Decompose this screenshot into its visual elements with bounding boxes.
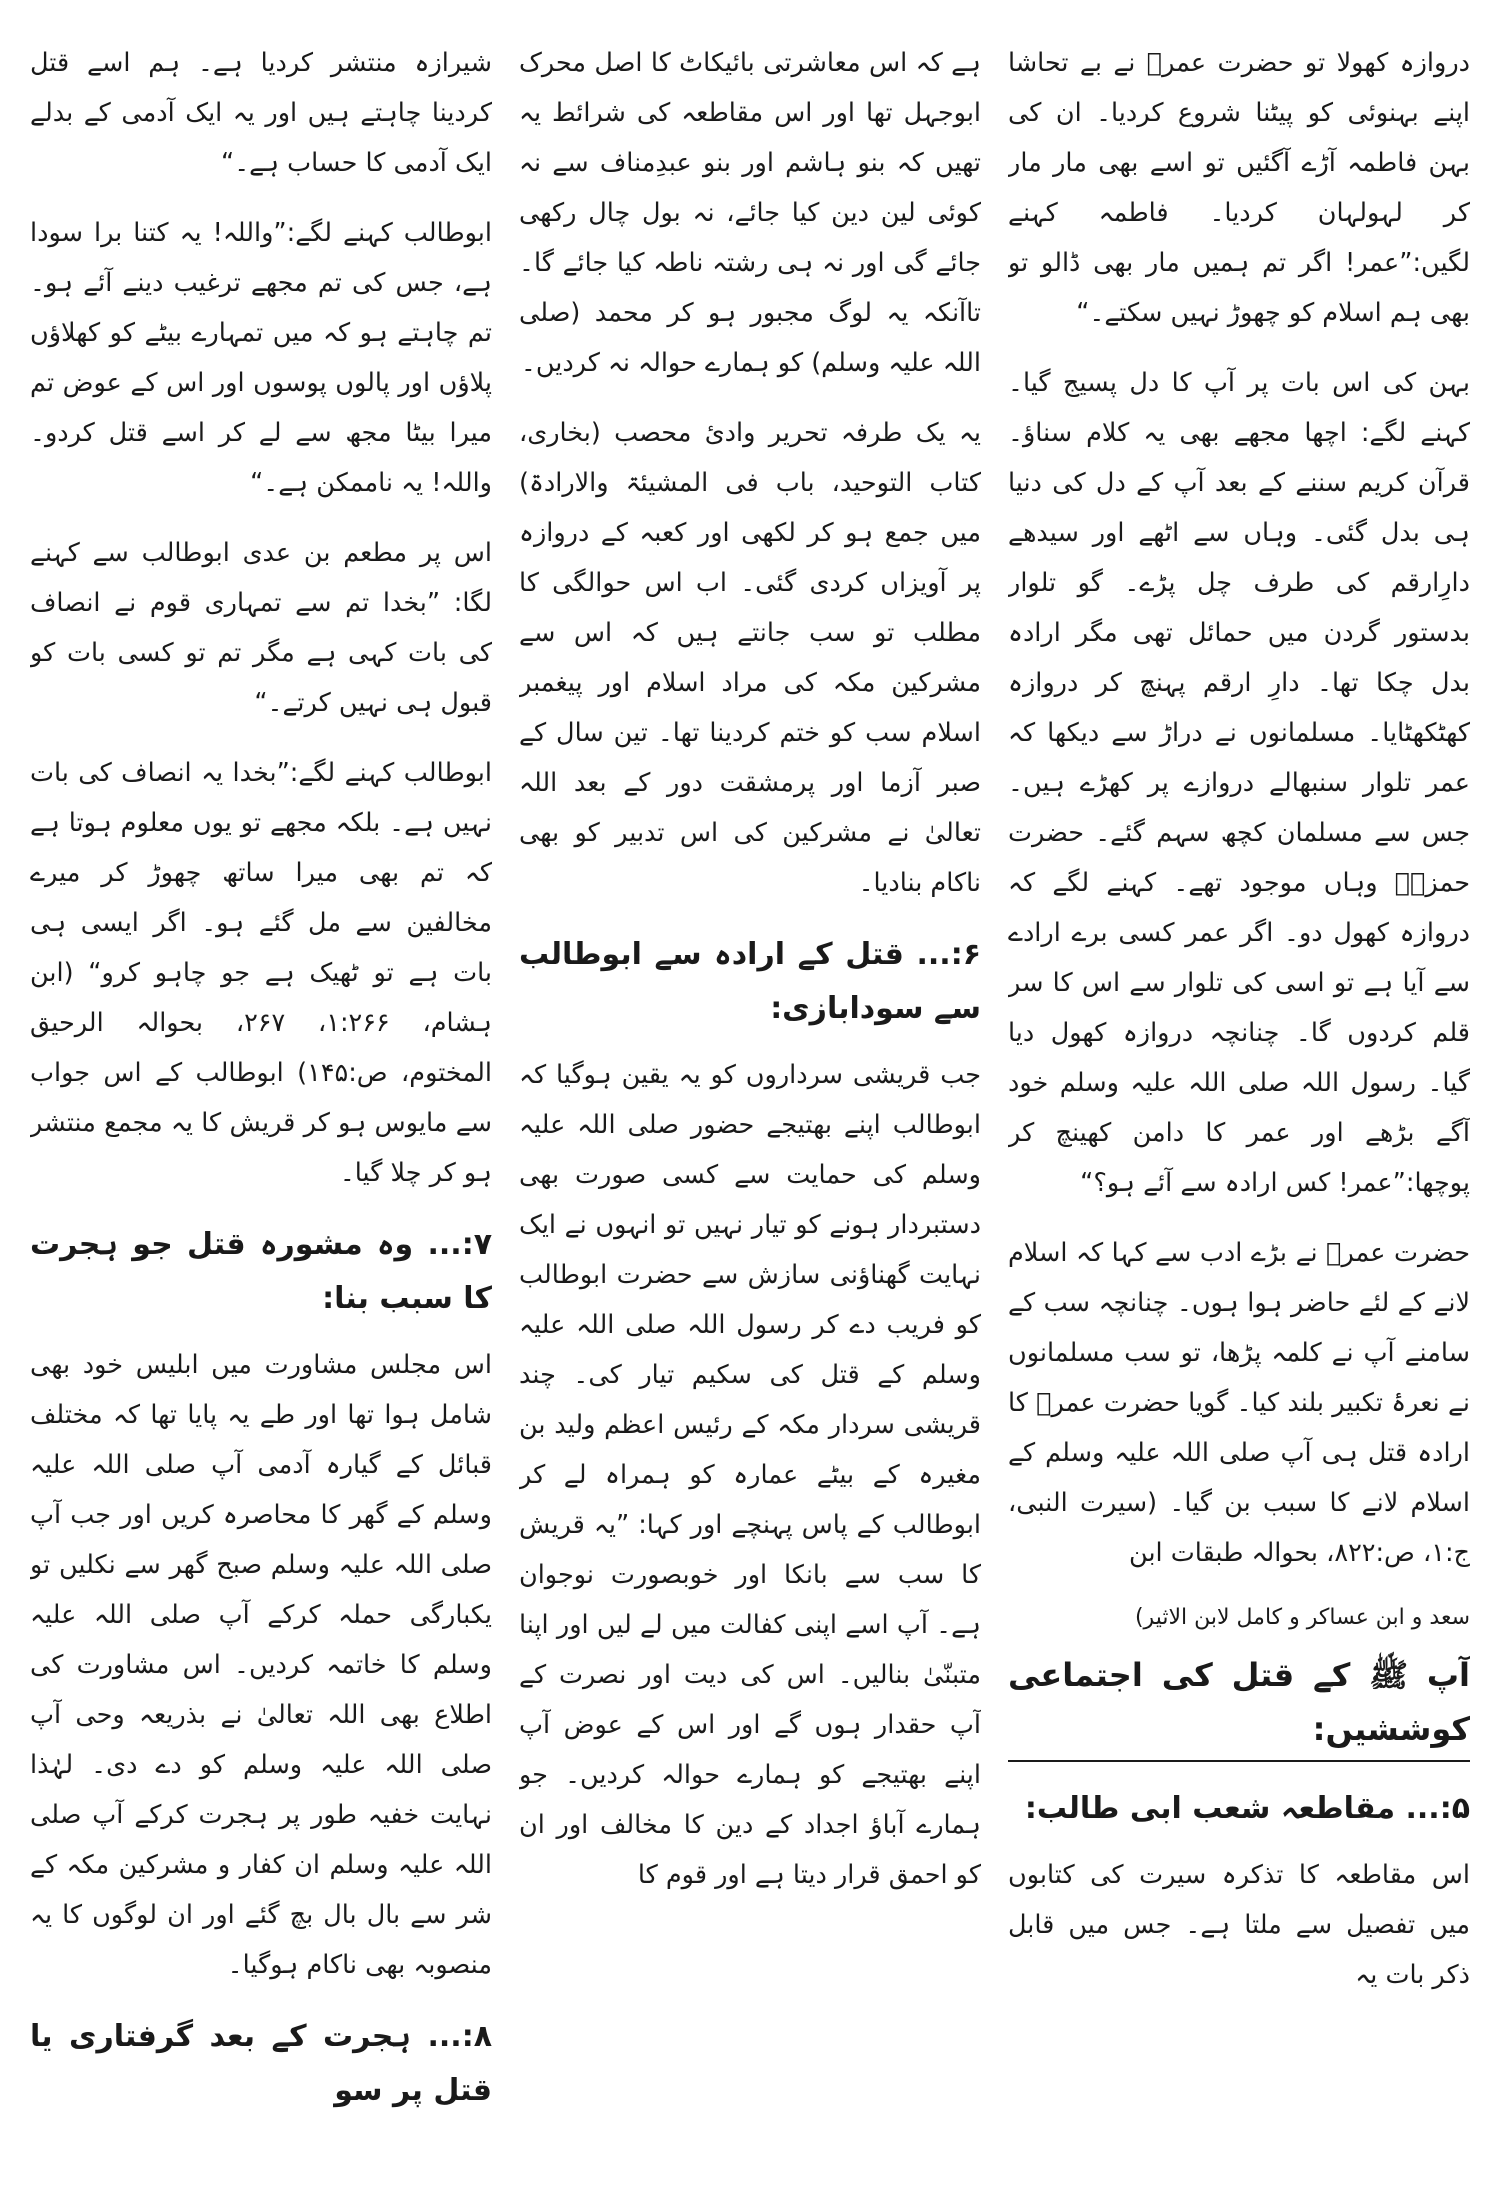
column-right xyxy=(1008,38,1470,2178)
paragraph: ابوطالب کہنے لگے:”واللہ! یہ کتنا برا سودا ہے، جس کی تم مجھے ترغیب دینے آئے ہو۔ تم چاہتے ہو کہ میں تمہارے بیٹے کو کھلاؤں پلاؤں اور پالوں پوسوں اور اس کے عوض تم میرا بیٹا مجھ سے لے کر اسے قتل کردو۔ واللہ! یہ ناممکن ہے۔“ xyxy=(30,218,492,498)
reference-line: سعد و ابن عساکر و کامل لابن الاثیر) xyxy=(1134,1605,1470,1630)
heading-number: ۵:... xyxy=(1405,1791,1470,1826)
numbered-heading xyxy=(30,2010,492,2118)
numbered-heading xyxy=(30,1218,492,1326)
paragraph: اس پر مطعم بن عدی ابوطالب سے کہنے لگا: ”بخدا تم سے تمہاری قوم نے انصاف کی بات کہی ہے مگر تم تو کسی بات کو قبول ہی نہیں کرتے۔“ xyxy=(30,538,492,718)
paragraph: حضرت عمرؓ نے بڑے ادب سے کہا کہ اسلام لانے کے لئے حاضر ہوا ہوں۔ چنانچہ سب کے سامنے آپ نے کلمہ پڑھا، تو سب مسلمانوں نے نعرۂ تکبیر بلند کیا۔ گویا حضرت عمرؓ کا ارادہ قتل ہی آپ صلی اللہ علیہ وسلم کے اسلام لانے کا سبب بن گیا۔ (سیرت النبی، ج:۱، ص:۸۲۲، بحوالہ طبقات ابن xyxy=(1008,1238,1470,1568)
heading-text: آپ ﷺ کے قتل کی اجتماعی کوششیں: xyxy=(1008,1656,1470,1748)
heading-number: ۸:... xyxy=(427,2019,492,2054)
paragraph: شیرازہ منتشر کردیا ہے۔ ہم اسے قتل کردینا چاہتے ہیں اور یہ ایک آدمی کے بدلے ایک آدمی کا حساب ہے۔“ xyxy=(30,48,492,178)
paragraph: جب قریشی سرداروں کو یہ یقین ہوگیا کہ ابوطالب اپنے بھتیجے حضور صلی اللہ علیہ وسلم کی حمایت سے کسی صورت بھی دستبردار ہونے کو تیار نہیں تو انہوں نے ایک نہایت گھناؤنی سازش سے حضرت ابوطالب کو فریب دے کر رسول اللہ صلی اللہ علیہ وسلم کے قتل کی سکیم تیار کی۔ چند قریشی سردار مکہ کے رئیس اعظم ولید بن مغیرہ کے بیٹے عمارہ کو ہمراہ لے کر ابوطالب کے پاس پہنچے اور کہا: ”یہ قریش کا سب سے بانکا اور خوبصورت نوجوان ہے۔ آپ اسے اپنی کفالت میں لے لیں اور اپنا متبنّیٰ بنالیں۔ اس کی دیت اور نصرت کے آپ حقدار ہوں گے اور اس کے عوض آپ اپنے بھتیجے کو ہمارے حوالہ کردیں۔ جو ہمارے آباؤ اجداد کے دین کا مخالف اور ان کو احمق قرار دیتا ہے اور قوم کا xyxy=(519,1060,981,1890)
heading-text: ہجرت کے بعد گرفتاری یا قتل پر سو xyxy=(30,2019,492,2108)
paragraph: اس مقاطعہ کا تذکرہ سیرت کی کتابوں میں تفصیل سے ملتا ہے۔ جس میں قابل ذکر بات یہ xyxy=(1008,1860,1470,1990)
paragraph: بہن کی اس بات پر آپ کا دل پسیج گیا۔ کہنے لگے: اچھا مجھے بھی یہ کلام سناؤ۔ قرآن کریم سننے کے بعد آپ کے دل کی دنیا ہی بدل گئی۔ وہاں سے اٹھے اور سیدھے دارِارقم کی طرف چل پڑے۔ گو تلوار بدستور گردن میں حمائل تھی مگر ارادہ بدل چکا تھا۔ دارِ ارقم پہنچ کر دروازہ کھٹکھٹایا۔ مسلمانوں نے دراڑ سے دیکھا کہ عمر تلوار سنبھالے دروازے پر کھڑے ہیں۔ جس سے مسلمان کچھ سہم گئے۔ حضرت حمزہؓ وہاں موجود تھے۔ کہنے لگے کہ دروازہ کھول دو۔ اگر عمر کسی برے ارادے سے آیا ہے تو اسی کی تلوار سے اس کا سر قلم کردوں گا۔ چنانچہ دروازہ کھول دیا گیا۔ رسول اللہ صلی اللہ علیہ وسلم خود آگے بڑھے اور عمر کا دامن کھینچ کر پوچھا:”عمر! کس ارادہ سے آئے ہو؟“ xyxy=(1008,368,1470,1198)
paragraph: اس مجلس مشاورت میں ابلیس خود بھی شامل ہوا تھا اور طے یہ پایا تھا کہ مختلف قبائل کے گیارہ آدمی آپ صلی اللہ علیہ وسلم کے گھر کا محاصرہ کریں اور جب آپ صلی اللہ علیہ وسلم صبح گھر سے نکلیں تو یکبارگی حملہ کرکے آپ صلی اللہ علیہ وسلم کا خاتمہ کردیں۔ اس مشاورت کی اطلاع بھی اللہ تعالیٰ نے بذریعہ وحی آپ صلی اللہ علیہ وسلم کو دے دی۔ لہٰذا نہایت خفیہ طور پر ہجرت کرکے آپ صلی اللہ علیہ وسلم ان کفار و مشرکین مکہ کے شر سے بال بال بچ گئے اور ان لوگوں کا یہ منصوبہ بھی ناکام ہوگیا۔ xyxy=(30,1350,492,1980)
paragraph: دروازہ کھولا تو حضرت عمرؓ نے بے تحاشا اپنے بہنوئی کو پیٹنا شروع کردیا۔ ان کی بہن فاطمہ آڑے آگئیں تو اسے بھی مار مار کر لہولہان کردیا۔ فاطمہ کہنے لگیں:”عمر! اگر تم ہمیں مار بھی ڈالو تو بھی ہم اسلام کو چھوڑ نہیں سکتے۔“ xyxy=(1008,48,1470,328)
heading-text: مقاطعہ شعب ابی طالب: xyxy=(1024,1791,1396,1826)
heading-number: ۷:... xyxy=(427,1227,492,1262)
section-heading xyxy=(1008,1648,1470,1762)
numbered-heading xyxy=(519,928,981,1036)
heading-text: قتل کے ارادہ سے ابوطالب سے سودابازی: xyxy=(519,937,981,1026)
paragraph: یہ یک طرفہ تحریر وادیٔ محصب (بخاری، کتاب التوحید، باب فی المشیئۃ والارادۃ) میں جمع ہو کر لکھی اور کعبہ کے دروازہ پر آویزاں کردی گئی۔ اب اس حوالگی کا مطلب تو سب جانتے ہیں کہ اس سے مشرکین مکہ کی مراد اسلام اور پیغمبر اسلام سب کو ختم کردینا تھا۔ تین سال کے صبر آزما اور پرمشقت دور کے بعد اللہ تعالیٰ نے مشرکین کی اس تدبیر کو بھی ناکام بنادیا۔ xyxy=(519,418,981,898)
heading-text: وہ مشورہ قتل جو ہجرت کا سبب بنا: xyxy=(30,1227,492,1316)
paragraph: ہے کہ اس معاشرتی بائیکاٹ کا اصل محرک ابوجہل تھا اور اس مقاطعہ کی شرائط یہ تھیں کہ بنو ہاشم اور بنو عبدِمناف سے نہ کوئی لین دین کیا جائے، نہ بول چال رکھی جائے گی اور نہ ہی رشتہ ناطہ کیا جائے گا۔ تاآنکہ یہ لوگ مجبور ہو کر محمد (صلی اللہ علیہ وسلم) کو ہمارے حوالہ نہ کردیں۔ xyxy=(519,48,981,378)
column-left xyxy=(30,38,492,2178)
column-middle xyxy=(519,38,981,2178)
numbered-heading xyxy=(1008,1782,1470,1836)
heading-number: ۶:... xyxy=(916,937,981,972)
paragraph: ابوطالب کہنے لگے:”بخدا یہ انصاف کی بات نہیں ہے۔ بلکہ مجھے تو یوں معلوم ہوتا ہے کہ تم بھی میرا ساتھ چھوڑ کر میرے مخالفین سے مل گئے ہو۔ اگر ایسی ہی بات ہے تو ٹھیک ہے جو چاہو کرو“ (ابن ہشام، ۱:۲۶۶، ۲۶۷، بحوالہ الرحیق المختوم، ص:۱۴۵) ابوطالب کے اس جواب سے مایوس ہو کر قریش کا یہ مجمع منتشر ہو کر چلا گیا۔ xyxy=(30,758,492,1188)
